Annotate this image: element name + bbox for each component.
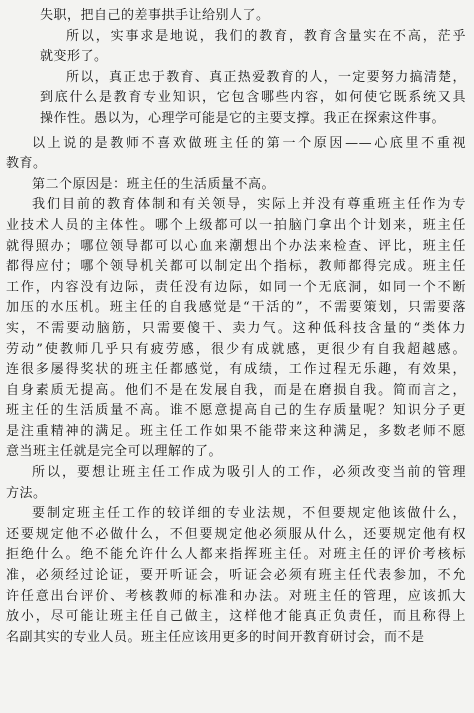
text-line: 名副其实的专业人员。班主任应该用更多的时间开教育研讨会，而不是: [6, 629, 425, 645]
text-line: 操作性。愚以为，心理学可能是它的主要支撑。我正在探索这件事。: [40, 110, 446, 126]
text-line: 拒绝什么。绝不能允许什么人都来指挥班主任。对班主任的评价考核标: [6, 547, 466, 563]
text-line: 就变形了。: [40, 49, 108, 65]
text-line: 班主任的生活质量不高。谁不愿意提高自己的生存质量呢？知识分子更: [6, 403, 466, 419]
text-line: 失职，把自己的差事拱手让给别人了。: [40, 8, 270, 23]
text-line: 以上说的是教师不喜欢做班主任的第一个原因——心底里不重视: [32, 135, 466, 151]
text-line: 放小，尽可能让班主任自己做主，这样他才能真正负责任，而且称得上: [6, 609, 466, 625]
text-line: 连很多屡得奖状的班主任都感觉，有成绩，工作过程无乐趣，有效果，: [6, 362, 466, 378]
quote-paragraph: [40, 68, 466, 130]
text-line: 意当班主任就是完全可以理解的了。: [6, 444, 223, 460]
text-line: 第二个原因是：班主任的生活质量不高。: [32, 176, 276, 192]
body-paragraph: [6, 134, 466, 175]
text-line: 都得应付；哪个领导机关都可以制定出个指标，教师都得完成。班主任: [6, 259, 466, 275]
quote-paragraph: [40, 6, 466, 27]
text-line: 劳动”使教师几乎只有疲劳感，很少有成就感，更很少有自我超越感。: [6, 341, 466, 357]
text-line: 业技术人员的主体性。哪个上级都可以一拍脑门拿出个计划来，班主任: [6, 217, 466, 233]
text-line: 所以，要想让班主任工作成为吸引人的工作，必须改变当前的管理: [32, 465, 466, 481]
quote-paragraph: [40, 27, 466, 68]
body-paragraph: [6, 175, 466, 196]
text-line: 所以，实事求是地说，我们的教育，教育含量实在不高，茫乎: [66, 28, 466, 44]
body-paragraph: [6, 195, 466, 463]
text-line: 是注重精神的满足。班主任工作如果不能带来这种满足，多数老师不愿: [6, 423, 466, 439]
text-line: 自身素质无提高。他们不是在发展自我，而是在磨损自我。简而言之，: [6, 382, 466, 398]
text-line: 所以，真正忠于教育、真正热爱教育的人，一定要努力搞清楚，: [66, 69, 466, 85]
body-paragraph: [6, 504, 466, 648]
text-line: 工作，内容没有边际，责任没有边际，如同一个无底洞，如同一个不断: [6, 279, 466, 295]
main-text: [6, 134, 466, 649]
text-line: 就得照办；哪位领导都可以心血来潮想出个办法来检查、评比，班主任: [6, 238, 466, 254]
text-line: 我们目前的教育体制和有关领导，实际上并没有尊重班主任作为专: [32, 197, 466, 213]
text-line: 方法。: [6, 485, 47, 501]
text-line: 到底什么是教育专业知识，它包含哪些内容，如何使它既系统又具: [40, 90, 466, 106]
quoted-passage: [6, 6, 466, 130]
text-line: 加压的水压机。班主任的自我感觉是“干活的”，不需要策划，只需要落: [6, 300, 466, 316]
text-line: 实，不需要动脑筋，只需要傻干、卖力气。这种低科技含量的“类体力: [6, 320, 466, 336]
body-paragraph: [6, 463, 466, 504]
text-line: 还要规定他不必做什么，不但要规定他必须服从什么，还要规定他有权: [6, 526, 466, 542]
text-line: 许任意出台评价、考核教师的标准和办法。对班主任的管理，应该抓大: [6, 588, 466, 604]
text-line: 教育。: [6, 156, 47, 172]
text-line: 准，必须经过论证，要开听证会，听证会必须有班主任代表参加，不允: [6, 568, 466, 584]
text-line: 要制定班主任工作的较详细的专业法规，不但要规定他该做什么，: [32, 506, 466, 522]
